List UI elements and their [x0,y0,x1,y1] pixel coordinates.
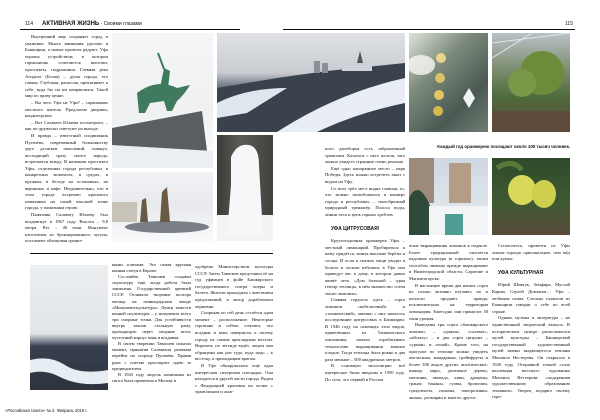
page-number-right: 115 [565,21,573,27]
header-rule-left [20,29,240,30]
fountain-illustration [112,172,213,242]
greenhouse-illustration [492,33,570,132]
paragraph: В настоящее время два наших сорта не только активно изучают, но и неплохо продают, правда, исключительно на территории лимонария. Ежегодно они приносят 30 тонн урожая. [409,282,488,321]
river-panorama-photo [217,33,405,132]
paragraph: В 1943 году модель памятника из гипса была привезена в Москву и [112,371,191,383]
winter-river-illustration [30,265,108,390]
paragraph: Сосланбек Тавасиев создавал скульптуру ещё, когда работа была закончена. Государственной премией СССР. Отливали творение полтора месяца на ленинградском заводе «Монументскульптура». Центр тяжести конной скульптуры – у монумента всего три опорные точки. Для устойчивости внутрь залили стальную раму, проходящую через опорные ноги, пустотный корпус коня и всадника. [112,274,191,341]
section-name: АКТИВНАЯ ЖИЗНЬ [42,21,100,27]
salavat-monument-photo [112,33,213,168]
paragraph: ного двоеборья есть заброшенный трамплин. Кататься с него нельзя, зато можно увидеть странные очень реально. [325,146,405,165]
paragraph: Со всех трёх мест видна главная, то, что можно полюбоваться в конверт города и республики, – своеобразный природный тренажёр. Полоса воды, линии леса и цепь горных хребтов. [325,185,405,217]
left-column-1 [25,34,108,244]
paragraph: Юрий Шевчук, Земфира, Мустай Карим, Сергей Довлатов… Уфа – любимая почва. Столько талантов из Башкирии говорят о себе по всей стране. [492,282,570,314]
paragraph: – Вы чего Уфа не Уфа? – спрашиваю местного жителя. Предлагаю дворики, кондитерские. [25,99,108,119]
fountain-photo [112,172,213,242]
panorama-illustration [217,33,405,132]
winter-river-photo [30,265,108,390]
paragraph: В основную экспозицию всё интересное были введены в 1950 году. По сути, это первый в России [325,363,405,382]
paragraph: ными плитами. Это самая крупная конная статуя в Европе. [112,262,191,274]
heading-culture: УФА КУЛЬТУРНАЯ [498,269,544,276]
right-column-3 [492,243,570,410]
right-column-1 [325,146,405,410]
oranzhereya-building-photo [409,158,488,235]
header-rule-right [283,29,575,30]
paragraph: В своем творении Тавасиев показал момент, принятия Салаватом решения перейти на сторону Пугачёва. Правая рука с плетью простирает идею за предводителем. [112,341,191,371]
paragraph: Памятник Салавату Юлаеву был воздвигнут в 1967 году. Высота – 9,8 метра. Вес – 40 тонн. Монумент изготовлен из бронзированного чугуна, постамент облицован гранит- [25,212,108,244]
paragraph: Внутренний мир сохраняет город и уважение. Много внимания уделено в Башкирии, а новые проекты радуют. Уфа хороша устройством, в котором гармонично сочетаются высотки, проспекты, подражания. Главная река Агидель (Белая) – душа города, его гавань. Глубокая, раскосая, притягивает к себе, куда бы ты ни направлялся. Такой мир по праву ценят. [25,34,108,99]
paragraph: Круглогодичная оранжерея Уфы – местный лимонарий. Пробираться к нему придётся, минуя высокие берёзы и сосны. И если в сказках чащи уводят в болота и лесные избушки, в Уфе они приведут вас к дому, в котором давно живёт лето. «Дом большой – один гектар теплицы, в нём множество сотен тысяч лимонов». [325,238,405,296]
snow-sculpture-illustration [217,135,273,241]
paragraph: В Уфе обнаружилась ещё одна интересная смотровая площадка. Она находится в другой части города. Рядом с Федерацией красивая на холме с трамплином и лыж- [195,362,273,395]
paragraph: – Вот Салавата Юлаева посмотрите, – как по-дружески советуют на выходе. [25,119,108,132]
paragraph: одобрена Министерством культуры СССР. Затем Тавасиев представил её на суд уфимцев в фойе Башкирского государственного театра оперы и балета. Жители приходили с внесением предложений, и автор дорабатывал черновик. [195,264,273,309]
left-column-3 [195,264,273,397]
lemons-illustration [492,158,570,235]
paragraph: Выведены три сорта «башкирского лимона» – «урман», «салават», «айсылу» – и два сорта цитрона – «урман» и «юлай». Кроме того, на прогулке по теплице можно увидеть апельсины, мандарины, грейпфруты и более 300 видов других экзотических: инжир, миро, денежное дерево, маслины, авокадо, киви, драцены, гранат, бананы, гуавы, бромелии, суккуленты, пальмы, папоротники, ананас, розмарин и многое другое. [409,322,488,400]
paragraph: И правда – известный сподвижник Пугачёва, современный большинству двух десятков поколений, скакнул, восходящий сразу своего народа, встречается всюду. В названии проспекта Уфы, отделениях города республики, в конкретных моментах, в средах, в кружках, в беседе на остановках, на вершинах и кафе. Неудивительно, что в этом городе встречаю красивого памятника на самой высокой точке города, у памятника герою. [25,132,108,211]
paragraph: Согласитесь, привезти из Уфы лимон гораздо оригинальнее, чем мёд или кумыс. [492,243,570,262]
lemons-photo [492,158,570,235]
paragraph: Ещё одно панорамное место – парк Победы. Здесь можно встретить закат с видом на Уфу. [325,165,405,184]
footer-source: «Российская газета» № 2. Февраль 2019 г. [5,408,88,413]
rubric: · Своими глазами [100,21,142,27]
monument-illustration [112,33,213,168]
section-rule [30,253,273,254]
greenhouse-photo [492,33,570,132]
paragraph: Однако музыка и литература – не единственный творческий выпуск. В историческом центре расположился музей культуры – Башкирский государственный художественный музей имени выдающегося земляка Михаила Нестерова. Он открылся в 1920 году. Отправной точкой стала коллекция местного художника Михаила Нестерова «подаренная художественному образованию земляков». Творец подарил своему горо- [492,315,570,400]
paragraph: Спорным по сей день остаётся один момент – расположение. Некоторые горожане и сейчас считают, что всадник и конь повернуты к своему городу не самым приглядным местом. Впрочем, по легенде ведёт, лицом они обращены как раз туда, куда надо – к востоку, к приходящим врагам. [195,310,273,362]
building-illustration [409,158,488,235]
heading-citrus: УФА ЦИТРУСОВАЯ! [331,225,380,232]
snow-sculpture-photo [217,135,273,241]
paragraph: Главная гордость здесь – сорта лимонов «кобальтовый» и «ташкентский», именно с них началось исследование цитрусовых в Башкирии. В 1946 году на саженцах этих видов, привезённых из Ташкентского питомника, начали отрабатывать технологию выращивания южных плодов. Тогда теплица была ровно в два раза меньше – 500 квадратных метров. [325,297,405,362]
paragraph: опыт выращивания лимонов в подвале. Более традиционной считается кадочная культура (в горшках), таким способом лимоны прежде выращивают в Нижегородской области, Саратове и Магнитогорске. [409,243,488,281]
lemon-ornament-photo [409,33,488,132]
left-column-2 [112,262,191,404]
photo-caption: Каждый год оранжерею посещают около 100 тысяч человек. [437,144,570,149]
page-number-left: 114 [25,21,33,27]
ornament-illustration [409,33,488,132]
section-title [42,21,142,27]
right-column-2 [409,243,488,410]
